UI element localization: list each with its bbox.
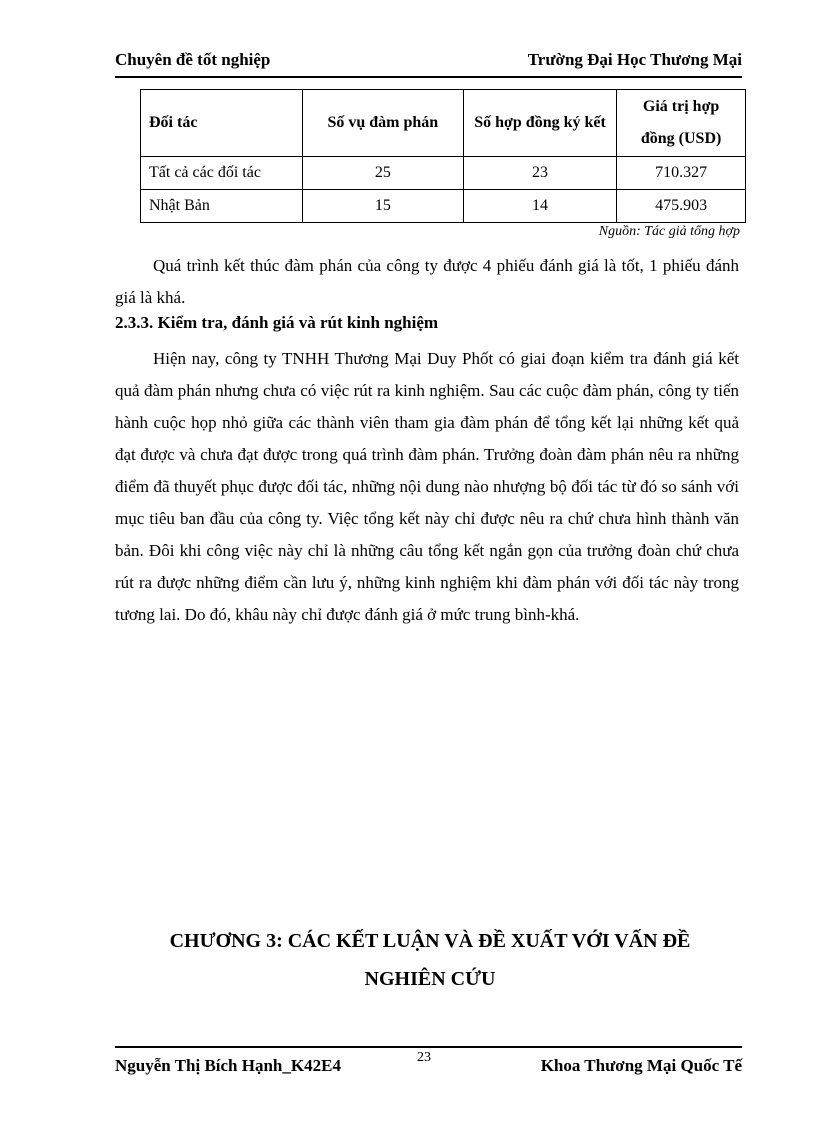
negotiation-results-table — [140, 89, 746, 223]
section-heading: 2.3.3. Kiểm tra, đánh giá và rút kinh nghiệm — [115, 313, 439, 332]
table-row — [141, 157, 746, 190]
table-cell: 25 — [302, 157, 463, 190]
page-number: 23 — [417, 1050, 431, 1065]
paragraph-evaluation: Quá trình kết thúc đàm phán của công ty được 4 phiếu đánh giá là tốt, 1 phiếu đánh giá là khá. — [115, 256, 739, 307]
table-cell: Nhật Bản — [141, 190, 303, 223]
column-header: Giá trị hợp đồng (USD) — [617, 90, 746, 157]
table-source-note: Nguồn: Tác giả tổng hợp — [598, 224, 740, 239]
column-header: Số vụ đàm phán — [302, 90, 463, 157]
page-footer — [115, 1046, 742, 1078]
header-left-title: Chuyên đề tốt nghiệp — [115, 50, 271, 69]
table-cell: Tất cả các đối tác — [141, 157, 303, 190]
paragraph-review: Hiện nay, công ty TNHH Thương Mại Duy Phốt có giai đoạn kiểm tra đánh giá kết quả đàm phán nhưng chưa có việc rút ra kinh nghiệm. Sau các cuộc đàm phán, công ty tiến hành cuộc họp nhỏ giữa các thành viên tham gia đàm phán để tổng kết lại những kết quả đạt được và chưa đạt được trong quá trình đàm phán. Trưởng đoàn đàm phán nêu ra những điểm đã thuyết phục được đối tác, những nội dung nào nhượng bộ đối tác từ đó so sánh với mục tiêu ban đầu của công ty. Việc tổng kết này chỉ được nêu ra chứ chưa hình thành văn bản. Đôi khi công việc này chỉ là những câu tổng kết ngắn gọn của trưởng đoàn chứ chưa rút ra được những điểm cần lưu ý, những kinh nghiệm khi đàm phán với đối tác này trong tương lai. Do đó, khâu này chỉ được đánh giá ở mức trung bình-khá. — [115, 349, 739, 624]
table-header-row — [141, 90, 746, 157]
table-cell: 14 — [463, 190, 616, 223]
table-cell: 475.903 — [617, 190, 746, 223]
page-header — [115, 50, 742, 78]
table-cell: 710.327 — [617, 157, 746, 190]
table-cell: 23 — [463, 157, 616, 190]
footer-department: Khoa Thương Mại Quốc Tế — [540, 1056, 742, 1075]
table-row — [141, 190, 746, 223]
footer-author: Nguyễn Thị Bích Hạnh_K42E4 — [115, 1056, 341, 1075]
chapter-title-line-1: CHƯƠNG 3: CÁC KẾT LUẬN VÀ ĐỀ XUẤT VỚI VẤN ĐỀ — [169, 930, 691, 952]
table-cell: 15 — [302, 190, 463, 223]
column-header: Đối tác — [141, 90, 303, 157]
header-right-title: Trường Đại Học Thương Mại — [527, 50, 742, 69]
chapter-title — [130, 922, 730, 998]
column-header: Số hợp đồng ký kết — [463, 90, 616, 157]
chapter-title-line-2: NGHIÊN CỨU — [364, 968, 496, 990]
